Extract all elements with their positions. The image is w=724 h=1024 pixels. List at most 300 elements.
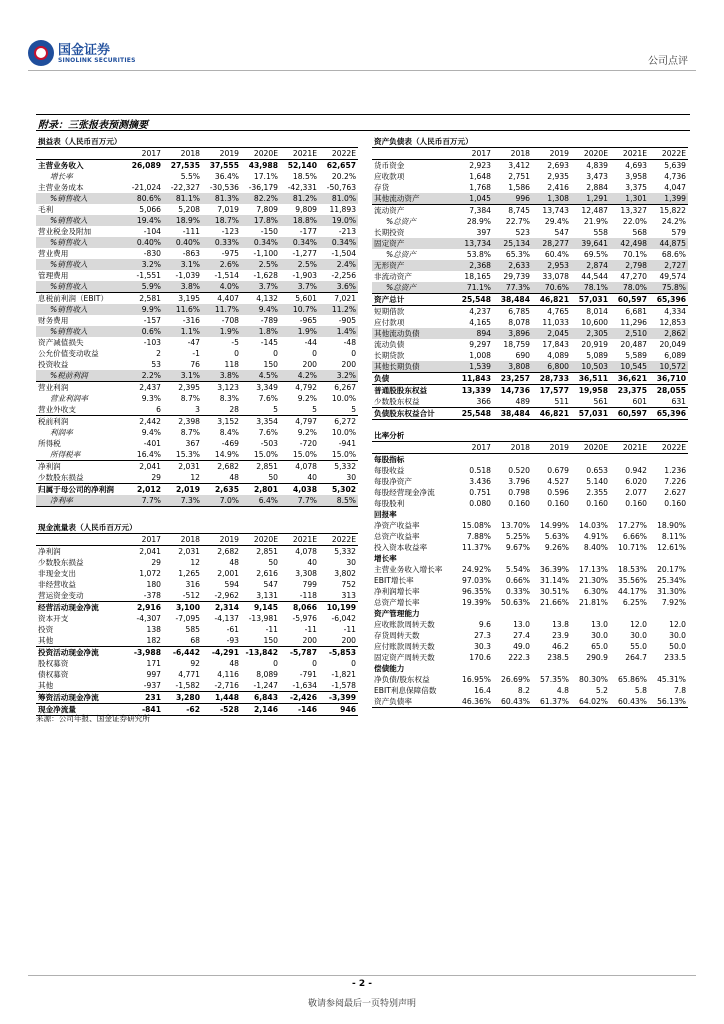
cell-value: 8.5% — [319, 495, 358, 507]
cell-value: 27.4 — [513, 631, 530, 640]
cell-value: 0.40% — [124, 237, 163, 248]
table-row — [372, 498, 688, 509]
cell-value: 49.0 — [513, 642, 530, 651]
cell-value: 71.1% — [454, 282, 493, 294]
row-label: 营业税金及附加 — [38, 227, 92, 236]
cell-value: 57,031 — [571, 408, 610, 420]
cell-value: 60,597 — [610, 294, 649, 306]
cell-value: 27,535 — [170, 161, 200, 170]
cell-value: 11.2% — [319, 304, 358, 315]
cell-value: 11,033 — [542, 318, 569, 327]
cell-value — [571, 663, 610, 674]
row-label: 投资 — [38, 625, 54, 634]
cell-value: 7.8 — [673, 686, 687, 695]
year-header: 2018 — [493, 442, 532, 454]
cell-value: 0.34% — [319, 237, 358, 248]
cell-value: 2,001 — [217, 569, 239, 578]
table-row — [36, 259, 358, 270]
cell-value: -213 — [338, 227, 357, 236]
cell-value: 10,503 — [571, 361, 610, 373]
cell-value: 57,031 — [571, 294, 610, 306]
cell-value: 2.627 — [664, 488, 687, 497]
cell-value: 48 — [229, 473, 239, 482]
cell-value: 35.56% — [618, 576, 647, 585]
cell-value: 15.0% — [292, 450, 317, 459]
year-header: 2017 — [124, 148, 163, 160]
cell-value: 78.0% — [610, 282, 649, 294]
row-label: 其他流动资产 — [372, 193, 454, 205]
table-row — [372, 182, 688, 193]
year-header: 2022E — [319, 148, 358, 160]
cell-value: 3,958 — [625, 172, 647, 181]
cell-value: 12.0 — [630, 620, 647, 629]
table-row — [36, 568, 358, 579]
cell-value: 13,734 — [454, 238, 493, 249]
cell-value: 2,798 — [610, 260, 649, 271]
table-row — [372, 674, 688, 685]
cell-value: 13,327 — [610, 205, 649, 217]
cell-value: 579 — [671, 228, 687, 237]
row-label: 负债 — [372, 373, 454, 385]
cell-value: 13,743 — [532, 205, 571, 217]
row-label: 偿债能力 — [374, 664, 405, 673]
source-note: 来源：公司年报、国金证券研究所 — [36, 714, 150, 723]
cell-value: -512 — [182, 591, 200, 600]
cell-value: -841 — [124, 704, 163, 716]
cell-value: 77.3% — [493, 282, 532, 294]
table-row — [36, 635, 358, 647]
cell-value: 12 — [190, 558, 200, 567]
row-label: 少数股东损益 — [38, 558, 84, 567]
cell-value: -3,988 — [124, 647, 163, 659]
cell-value: 5,332 — [334, 547, 357, 556]
row-label: 公允价值变动收益 — [38, 349, 99, 358]
table-row — [36, 449, 358, 461]
cell-value — [610, 553, 649, 564]
cell-value: 11.37% — [462, 543, 491, 552]
cell-value: 8,745 — [493, 205, 532, 217]
cell-value: 20,487 — [620, 340, 647, 349]
row-label: 长期投资 — [374, 228, 405, 237]
cell-value: 10.0% — [331, 428, 357, 437]
cell-value: 0 — [273, 659, 278, 668]
cell-value: 5.25% — [505, 532, 530, 541]
cell-value: 23,257 — [493, 373, 532, 385]
row-label: 债权募资 — [38, 670, 69, 679]
cell-value: 16.4% — [136, 450, 161, 459]
cell-value: 17.27% — [618, 521, 647, 530]
table-row — [36, 359, 358, 370]
year-header-blank — [36, 534, 124, 546]
cell-value: 601 — [632, 397, 647, 406]
cell-value: 9.4% — [141, 428, 161, 437]
table-row — [372, 597, 688, 608]
cell-value — [610, 454, 649, 466]
cell-value: 39,641 — [571, 238, 610, 249]
cell-value: 3,896 — [493, 328, 532, 339]
cell-value: 996 — [493, 193, 532, 205]
cell-value: 96.35% — [462, 587, 491, 596]
cell-value: 92 — [190, 659, 200, 668]
row-label: 营业费用 — [38, 249, 69, 258]
cell-value: 8.7% — [180, 428, 200, 437]
cell-value: 6.25% — [622, 598, 647, 607]
cell-value: 36,511 — [571, 373, 610, 385]
cell-value: 8,078 — [508, 318, 530, 327]
cell-value: 10,572 — [649, 361, 688, 373]
cell-value: 49,574 — [659, 272, 687, 281]
row-label: 固定资产周转天数 — [374, 653, 435, 662]
cell-value: 1,539 — [454, 361, 493, 373]
cell-value: -123 — [221, 227, 239, 236]
cell-value: -42,331 — [287, 183, 317, 192]
table-row — [372, 193, 688, 205]
cell-value: 4,765 — [547, 307, 569, 316]
cell-value — [493, 509, 532, 520]
cell-value: -7,095 — [175, 614, 200, 623]
cell-value: 36,710 — [649, 373, 688, 385]
row-label: 营业外收支 — [38, 405, 76, 414]
cell-value: 78.1% — [571, 282, 610, 294]
cell-value: 5,639 — [664, 161, 687, 170]
row-label: 资产管理能力 — [374, 609, 420, 618]
year-header-row — [36, 534, 358, 546]
cell-value: 0.653 — [586, 466, 608, 475]
cell-value: 14.9% — [214, 450, 239, 459]
cell-value: -30,536 — [209, 183, 239, 192]
cell-value: 752 — [341, 580, 357, 589]
cell-value — [454, 509, 493, 520]
cell-value: 138 — [146, 625, 161, 634]
table-title-row — [372, 136, 688, 148]
cell-value: 2,031 — [178, 547, 200, 556]
cell-value: 36.4% — [214, 172, 239, 181]
table-row — [372, 652, 688, 663]
cell-value — [649, 663, 688, 674]
disclaimer-note: 敬请参阅最后一页特别声明 — [307, 999, 416, 1009]
cell-value: 43,988 — [248, 161, 278, 170]
cell-value: -6,442 — [163, 647, 202, 659]
cell-value: 5.8 — [634, 686, 647, 695]
cell-value: -1,634 — [292, 681, 317, 690]
cell-value: 3,473 — [586, 172, 608, 181]
cell-value: -44 — [304, 338, 317, 347]
cell-value: 290.9 — [586, 653, 608, 662]
cell-value: 60,597 — [610, 408, 649, 420]
cell-value: 2.4% — [319, 259, 358, 270]
cell-value: 21.66% — [540, 598, 569, 607]
cell-value: -1 — [192, 349, 200, 358]
cell-value: 2,031 — [163, 461, 202, 473]
table-row — [36, 160, 358, 172]
row-label: 净利率 — [36, 495, 124, 507]
cell-value: 30.0 — [591, 631, 608, 640]
cell-value: 7.7% — [124, 495, 163, 507]
cell-value: 7.88% — [466, 532, 491, 541]
year-header: 2022E — [319, 534, 358, 546]
cell-value: 200 — [341, 636, 357, 645]
table-row — [372, 608, 688, 619]
cell-value: 44.17% — [618, 587, 647, 596]
cell-value: 15.3% — [175, 450, 200, 459]
cell-value: -13,842 — [241, 647, 280, 659]
cell-value: 0.160 — [625, 499, 647, 508]
cell-value: 0 — [273, 349, 278, 358]
cell-value: 238.5 — [547, 653, 569, 662]
row-label: 每股指标 — [374, 455, 405, 464]
cell-value: 29,739 — [503, 272, 530, 281]
cell-value: -22,327 — [170, 183, 200, 192]
table-row — [36, 602, 358, 614]
cell-value: 68.6% — [661, 250, 687, 259]
cell-value: 3.7% — [241, 281, 280, 293]
cell-value: -11 — [265, 625, 278, 634]
cell-value: 6,843 — [241, 692, 280, 704]
cell-value: 2,019 — [163, 484, 202, 496]
cell-value: 2,693 — [547, 161, 569, 170]
cell-value: -5,787 — [280, 647, 319, 659]
row-label: %销售收入 — [36, 281, 124, 293]
cell-value: 1.236 — [664, 466, 687, 475]
table-row — [36, 326, 358, 337]
cell-value: 3.7% — [280, 281, 319, 293]
cell-value: -5,976 — [292, 614, 317, 623]
cell-value: 0.080 — [469, 499, 491, 508]
cell-value: 5,066 — [139, 205, 161, 214]
table-row — [372, 542, 688, 553]
cell-value: 46.2 — [552, 642, 569, 651]
cell-value: 25,548 — [454, 294, 493, 306]
row-label: 营业利润率 — [50, 394, 88, 403]
cell-value — [124, 171, 163, 182]
cell-value: 60.4% — [544, 250, 569, 259]
cell-value: 65,396 — [649, 408, 688, 420]
appendix-title: 附录：三张报表预测摘要 — [36, 114, 690, 131]
cell-value — [532, 663, 571, 674]
table-row — [36, 204, 358, 215]
table-row — [36, 370, 358, 382]
cell-value: 20,919 — [581, 340, 608, 349]
cell-value: 3,152 — [202, 416, 241, 428]
table-row — [36, 193, 358, 204]
table-row — [372, 696, 688, 708]
cell-value: 0.34% — [241, 237, 280, 248]
cell-value: 25.34% — [657, 576, 687, 585]
cell-value: 4,736 — [664, 172, 687, 181]
cell-value: 3,195 — [163, 293, 202, 305]
row-label: 利润率 — [50, 428, 73, 437]
cell-value: 64.02% — [571, 696, 610, 708]
row-label: 现金净流量 — [36, 704, 124, 716]
cell-value: 5.63% — [544, 532, 569, 541]
table-row — [372, 586, 688, 597]
year-header: 2021E — [610, 442, 649, 454]
cell-value: -48 — [343, 338, 357, 347]
cell-value: 9.3% — [141, 394, 161, 403]
table-row — [36, 658, 358, 669]
cell-value — [610, 663, 649, 674]
cell-value: -21,024 — [131, 183, 161, 192]
table-title: 资产负债表（人民币百万元） — [372, 136, 688, 148]
cell-value: 2,851 — [256, 547, 278, 556]
cell-value: 18.7% — [202, 215, 241, 226]
cell-value: 2,442 — [124, 416, 163, 428]
cell-value: 7.7% — [280, 495, 319, 507]
cell-value: -1,247 — [253, 681, 278, 690]
cell-value: 44,544 — [581, 272, 608, 281]
cell-value: -1,039 — [175, 271, 200, 280]
cell-value: -1,578 — [331, 681, 357, 690]
year-header: 2017 — [454, 442, 493, 454]
table-row — [372, 339, 688, 350]
year-header: 2020E — [571, 442, 610, 454]
table-row — [36, 557, 358, 568]
cell-value: 1,768 — [469, 183, 491, 192]
cell-value: 7,019 — [217, 205, 239, 214]
cell-value: 8.4% — [219, 428, 239, 437]
cell-value: -4,291 — [202, 647, 241, 659]
cell-value: 42,498 — [610, 238, 649, 249]
table-row — [36, 647, 358, 659]
cell-value: 21.30% — [579, 576, 608, 585]
table-row — [372, 350, 688, 361]
cell-value: 9,809 — [295, 205, 317, 214]
cell-value: 3.8% — [163, 281, 202, 293]
table-row — [372, 361, 688, 373]
cell-value: 22.7% — [505, 217, 530, 226]
cell-value: 4,089 — [547, 351, 569, 360]
cell-value: 511 — [554, 397, 569, 406]
cell-value: 3,808 — [493, 361, 532, 373]
cell-value: 7,021 — [319, 293, 358, 305]
table-row — [36, 182, 358, 193]
cell-value: 5.140 — [586, 477, 608, 486]
cell-value: 0.596 — [547, 488, 569, 497]
row-label: 所得税率 — [50, 450, 81, 459]
table-row — [372, 465, 688, 476]
cell-value: 4,407 — [202, 293, 241, 305]
table-row — [372, 385, 688, 397]
cell-value: 46,821 — [532, 408, 571, 420]
cell-value: 69.5% — [583, 250, 608, 259]
cell-value: -61 — [226, 625, 239, 634]
cell-value: -146 — [280, 704, 319, 716]
cell-value: 150 — [263, 360, 278, 369]
cell-value: 2,510 — [610, 328, 649, 339]
row-label: 增长率 — [374, 554, 397, 563]
cell-value: 2,874 — [571, 260, 610, 271]
cell-value: -975 — [221, 249, 239, 258]
cell-value — [532, 553, 571, 564]
row-label: 存货 — [374, 183, 390, 192]
cell-value: 81.0% — [319, 193, 358, 204]
table-row — [372, 408, 688, 420]
year-header-blank — [36, 148, 124, 160]
cell-value: 3.8% — [202, 370, 241, 382]
cell-value: -316 — [182, 316, 200, 325]
table-row — [372, 476, 688, 487]
cell-value: 36,621 — [610, 373, 649, 385]
row-label: 其他 — [38, 636, 54, 645]
row-label: 总资产收益率 — [374, 532, 420, 541]
cell-value: 5.54% — [505, 565, 530, 574]
cell-value: 10.0% — [331, 394, 357, 403]
cell-value: 0 — [351, 349, 357, 358]
cell-value: -528 — [202, 704, 241, 716]
cell-value: 3,802 — [334, 569, 357, 578]
cell-value: 3.2% — [319, 370, 358, 382]
cell-value: 558 — [593, 228, 608, 237]
cell-value: 70.6% — [532, 282, 571, 294]
cell-value: 19.0% — [319, 215, 358, 226]
cell-value: 313 — [341, 591, 357, 600]
cell-value: 3.436 — [469, 477, 491, 486]
row-label: 营业利润 — [36, 382, 124, 394]
cell-value: 2.355 — [586, 488, 608, 497]
cell-value: 33,078 — [542, 272, 569, 281]
cell-value: 0.679 — [547, 466, 569, 475]
cell-value: -1,100 — [253, 249, 278, 258]
cell-value: 2,368 — [454, 260, 493, 271]
cell-value: 50.63% — [501, 598, 530, 607]
cell-value: 0.798 — [508, 488, 530, 497]
cell-value: 13,339 — [454, 385, 493, 397]
cell-value: -3,399 — [319, 692, 358, 704]
table-row — [36, 382, 358, 394]
cell-value: 3,308 — [295, 569, 317, 578]
cell-value: 5 — [273, 405, 278, 414]
cell-value: 2,727 — [649, 260, 688, 271]
cell-value: 10.7% — [280, 304, 319, 315]
cell-value: 1,045 — [454, 193, 493, 205]
cell-value: 5.2 — [595, 686, 608, 695]
cell-value: -1,277 — [292, 249, 317, 258]
cell-value: 1,265 — [178, 569, 200, 578]
row-label: 每股净资产 — [374, 477, 412, 486]
cell-value: 38,484 — [493, 294, 532, 306]
cell-value: -1,504 — [331, 249, 357, 258]
cell-value: 2,437 — [124, 382, 163, 394]
cell-value: 9.4% — [241, 304, 280, 315]
table-row — [36, 624, 358, 635]
cell-value: 4,334 — [664, 307, 687, 316]
cell-value: 53.8% — [466, 250, 491, 259]
cell-value: 28,733 — [532, 373, 571, 385]
cell-value: 9.2% — [297, 394, 317, 403]
row-label: 少数股东权益 — [374, 397, 420, 406]
cell-value: -5,853 — [319, 647, 358, 659]
cell-value — [532, 454, 571, 466]
row-label: 净利润增长率 — [374, 587, 420, 596]
cell-value: 180 — [146, 580, 161, 589]
cell-value: 171 — [146, 659, 161, 668]
table-row — [372, 641, 688, 652]
table-row — [372, 328, 688, 339]
cell-value: -905 — [338, 316, 357, 325]
table-title: 比率分析 — [372, 430, 688, 442]
table-row — [372, 630, 688, 641]
table-row — [36, 546, 358, 558]
table-row — [372, 575, 688, 586]
cell-value: 52,140 — [287, 161, 317, 170]
cell-value — [571, 509, 610, 520]
cell-value: -937 — [143, 681, 161, 690]
cell-value: 8.2 — [517, 686, 530, 695]
year-header-blank — [372, 442, 454, 454]
cell-value: 2,041 — [124, 461, 163, 473]
table-row — [36, 304, 358, 315]
row-label: %总资产 — [386, 250, 416, 259]
